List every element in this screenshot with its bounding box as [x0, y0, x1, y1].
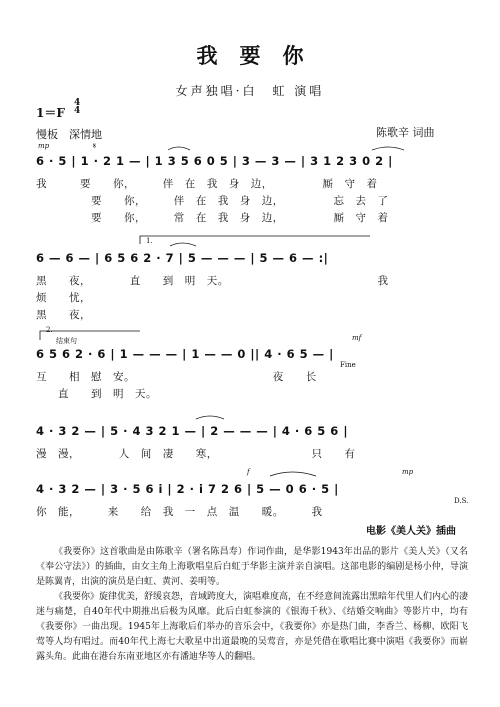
lyric-line: 黑 夜， 直 到 明 天。 我: [36, 275, 389, 287]
notation-line: 6 5 6 2 · 6 | 1 — — — | 1 — — 0 || 4 · 6 5 — |: [36, 347, 334, 361]
song-title: 我要你: [196, 43, 326, 68]
time-signature: [74, 99, 80, 115]
dal-segno-mark: D.S.: [454, 497, 469, 505]
key-signature: 1＝F: [36, 106, 65, 120]
meter-top: 4: [74, 98, 81, 108]
fine-mark: Fine: [340, 361, 356, 369]
lyric-line: 要 你， 伴 在 我 身 边， 忘 去 了: [36, 195, 389, 207]
slur: [168, 147, 190, 150]
history-paragraph: 《我要你》旋律优美，舒缓哀怨，音域跨度大，演唱难度高，在不经意间流露出黑暗年代里人们内心的凄迷与痛楚，自40年代中期推出后极为风靡。此后白虹参演的《银海千秋》、《结婚交响曲》等影片中，均有《我要你》一曲出现。1945年上海歌后们举办的音乐会中，《我要你》亦是热门曲，李香兰、杨柳、欧阳飞莺等人均有唱过。而40年代上海七大歌星中出道最晚的吴莺音，亦是凭借在歌唱比赛中演唱《我要你》而崭露头角。此曲在港台东南亚地区亦有潘迪华等人的翻唱。: [36, 592, 469, 662]
notation-line: 6 — 6 — | 6 5 6 2 · 7 | 5 — — — | 5 — 6 — :|: [36, 251, 329, 265]
notation-line: 6 · 5 | 1 · 2 1 — | 1 3 5 6 0 5 | 3 — 3 — | 3 1 2 3 0 2 |: [36, 154, 393, 168]
lyric-line: 要 你， 常 在 我 身 边， 厮 守 着: [36, 212, 389, 224]
notation-line: 4 · 3 2 — | 3 · 5 6 i | 2 · i 7 2 6 | 5 — 0 6 · 5 |: [36, 482, 339, 496]
slur: [196, 416, 224, 419]
tempo-marking: 慢板 深情地: [36, 128, 102, 141]
volta-label: 1.: [146, 237, 153, 245]
lyric-line: 你 能， 来 给 我 一 点 温 暖。 我: [36, 506, 323, 518]
volta-label: 2.: [46, 326, 53, 334]
slur: [372, 147, 404, 150]
lyric-line: 黑 夜，: [36, 309, 91, 321]
ending-label: 结束句: [56, 337, 77, 345]
source-note: 电影《美人关》插曲: [366, 526, 456, 537]
lyric-line: 漫 漫， 人 间 凄 寒， 只 有: [36, 448, 356, 460]
lyric-line: 直 到 明 天。: [36, 388, 157, 400]
meter-bottom: 4: [74, 106, 81, 116]
slur: [270, 472, 316, 476]
intro-paragraph: 《我要你》这首歌曲是由陈歌辛（署名陈昌寿）作词作曲，是华影1943年出品的影片《美人关》（又名《奉公守法》）的插曲，由女主角上海歌唱皇后白虹于华影主演并亲自演唱。这部电影的编剧是杨小仲，导演是陈翼青，出演的演员是白虹、黄河、姜明等。: [36, 547, 468, 587]
dynamic-mark: f: [247, 468, 250, 476]
song-subtitle: 女声独唱·白 虹 演唱: [175, 84, 325, 98]
dynamic-mark: mp: [38, 142, 50, 150]
composer-credit: 陈歌辛 词曲: [376, 126, 435, 139]
notation-line: 4 · 3 2 — | 5 · 4 3 2 1 — | 2 — — — | 4 · 6 5 6 |: [36, 424, 349, 438]
slur: [170, 243, 196, 246]
segno-mark: 𝄋: [93, 142, 97, 150]
lyric-line: 我 要 你， 伴 在 我 身 边， 厮 守 着: [36, 178, 378, 190]
dynamic-mark: mp: [402, 468, 414, 476]
lyric-line: 互 相 慰 安。 夜 长: [36, 371, 317, 383]
dynamic-mark: mf: [352, 334, 362, 342]
lyric-line: 烦 忧，: [36, 292, 91, 304]
volta-bracket-first: [140, 236, 370, 244]
volta-bracket-second: [40, 331, 140, 340]
